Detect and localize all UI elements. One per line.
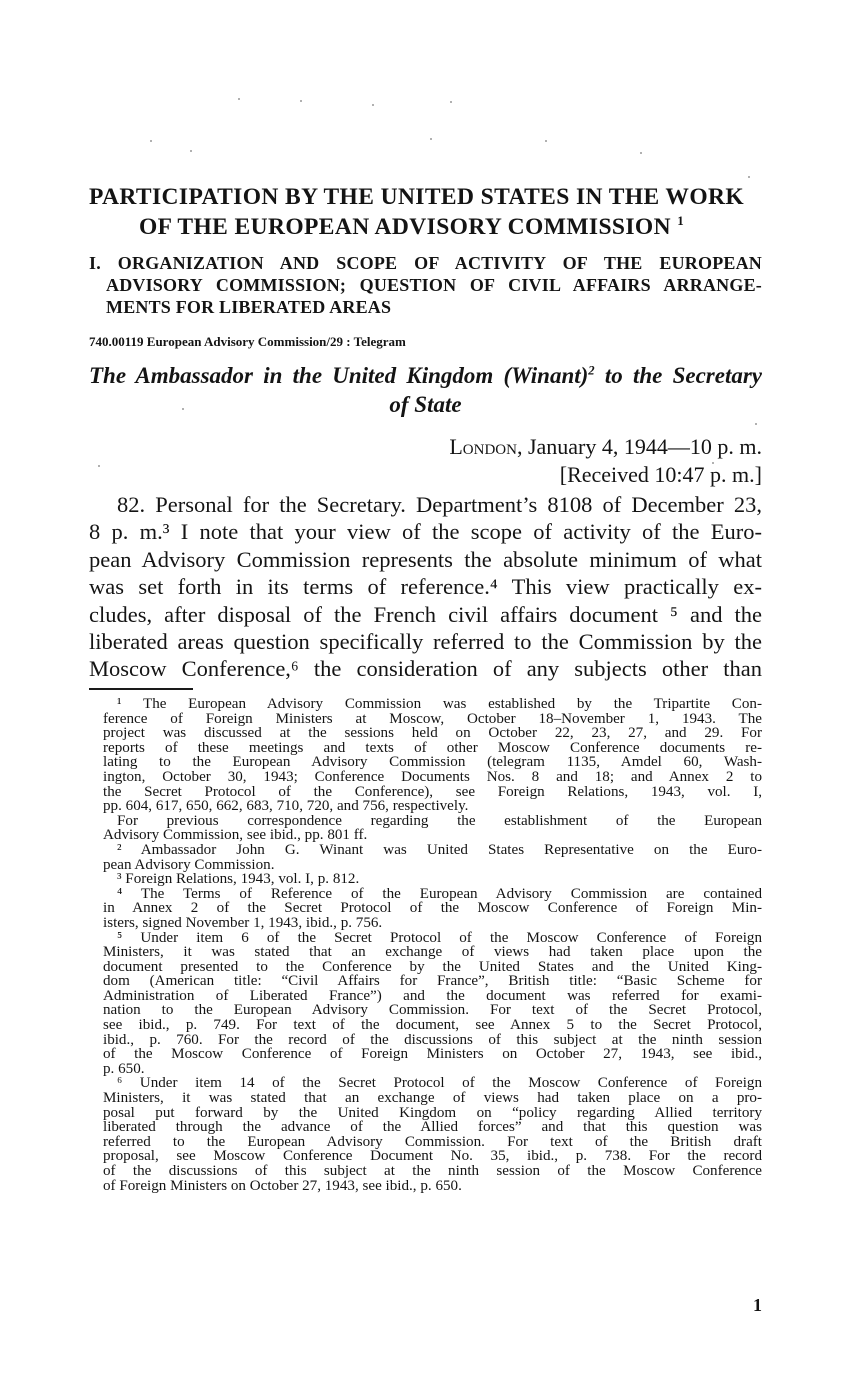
document-page [89,0,762,1379]
footnote-line: Ministers, it was stated that an exchange of views had taken place upon the [103,944,762,961]
footnote-line: ² Ambassador John G. Winant was United States Representative on the Euro- [117,841,762,858]
section-heading-line-1: I. ORGANIZATION AND SCOPE OF ACTIVITY OF THE EUROPEAN [89,253,762,273]
footnote-line: pean Advisory Commission. [103,856,275,873]
section-heading-line-2: ADVISORY COMMISSION; QUESTION OF CIVIL AFFAIRS ARRANGE- [106,275,762,295]
document-title-line-1 [89,361,762,390]
body-line: pean Advisory Commission represents the absolute minimum of what [89,546,762,572]
footnote-line: ference of Foreign Ministers at Moscow, October 18–November 1, 1943. The [103,710,762,727]
dateline-city: London [449,434,517,459]
section-heading [89,252,762,318]
footnote-1 [89,697,762,814]
footnote-line: project was discussed at the sessions held on October 22, 23, 27, and 29. For [103,725,762,742]
footnote-line: ¹ The European Advisory Commission was established by the Tripartite Con- [117,696,762,712]
footnote-5 [89,931,762,1077]
footnote-2 [89,843,762,872]
footnote-rule [89,688,193,690]
dateline-sent [449,433,762,461]
footnote-line: liberated through the advance of the Allied forces” and that this question was [103,1119,762,1136]
telegram-body [89,491,762,683]
footnote-line: of the discussions of this subject at the ninth session of the Moscow Conference [103,1163,762,1179]
file-reference: 740.00119 European Advisory Commission/29 : Telegram [89,334,406,349]
dateline [449,433,762,489]
footnotes [89,697,762,1193]
title-line-2-text: OF THE EUROPEAN ADVISORY COMMISSION [139,214,671,240]
footnote-line: For previous correspondence regarding the establishment of the European [117,812,762,829]
footnote-line: document presented to the Conference by the United States and the United King- [103,958,762,975]
footnote-6 [89,1076,762,1193]
footnote-line: ibid., p. 760. For the record of the discussions of this subject at the ninth session [103,1031,762,1048]
footnote-line: dom (American title: “Civil Affairs for France”, British title: “Basic Scheme for [103,973,762,990]
footnote-line: p. 650. [103,1060,145,1077]
dateline-date: , January 4, 1944—10 p. m. [516,434,762,459]
footnote-line: referred to the European Advisory Commission. For text of the British draft [103,1133,762,1150]
footnote-1-continuation [89,814,762,843]
footnote-line: lating to the European Advisory Commission (telegram 1135, Amdel 60, Wash- [103,754,762,771]
footnote-line: see ibid., p. 749. For text of the document, see Annex 5 to the Secret Protocol, [103,1017,762,1034]
title-footnote-mark: 1 [677,213,685,229]
footnote-line: Administration of Liberated France”) and the document was referred for exami- [103,987,762,1004]
body-line: cludes, after disposal of the French civil affairs document ⁵ and the [89,601,762,627]
footnote-line: nation to the European Advisory Commission. For text of the Secret Protocol, [103,1002,762,1019]
document-title-line-2: of State [389,392,462,417]
document-title-footnote-mark: 2 [588,363,595,378]
footnote-line: of Foreign Ministers on October 27, 1943, see ibid., p. 650. [103,1177,462,1194]
footnote-line: in Annex 2 of the Secret Protocol of the Moscow Conference of Foreign Min- [103,900,762,917]
footnote-line: posal put forward by the United Kingdom on “policy regarding Allied territory [103,1104,762,1121]
body-line: liberated areas question specifically referred to the Commission by the [89,629,762,655]
body-line: Moscow Conference,⁶ the consideration of any subjects other than [89,656,762,682]
document-title-part-1: The Ambassador in the United Kingdom (Winant) [89,363,589,388]
footnote-line: ³ Foreign Relations, 1943, vol. I, p. 812. [117,871,360,888]
footnote-line: proposal, see Moscow Conference Document No. 35, ibid., p. 738. For the record [103,1148,762,1165]
document-title [89,361,762,419]
footnote-line: ⁵ Under item 6 of the Secret Protocol of the Moscow Conference of Foreign [117,929,762,946]
footnote-3 [89,872,762,887]
document-title-part-2: to the Secretary [594,363,762,388]
footnote-line: the Secret Protocol of the Conference), see Foreign Relations, 1943, vol. I, [103,783,762,800]
title-line-2 [89,212,762,242]
title-line-1: PARTICIPATION BY THE UNITED STATES IN THE WORK [89,184,745,210]
body-line: 82. Personal for the Secretary. Department’s 8108 of December 23, [117,492,762,517]
footnote-line: ⁴ The Terms of Reference of the European Advisory Commission are contained [117,885,762,902]
footnote-line: reports of these meetings and texts of other Moscow Conference documents re- [103,739,762,756]
footnote-line: of the Moscow Conference of Foreign Ministers on October 27, 1943, see ibid., [103,1046,762,1063]
page-title [89,182,762,242]
section-heading-line-3: MENTS FOR LIBERATED AREAS [106,297,392,317]
footnote-line: Advisory Commission, see ibid., pp. 801 ff. [103,827,368,844]
body-line: was set forth in its terms of reference.⁴ This view practically ex- [89,574,762,600]
footnote-line: pp. 604, 617, 650, 662, 683, 710, 720, and 756, respectively. [103,798,469,815]
footnote-4 [89,887,762,931]
body-line: 8 p. m.³ I note that your view of the scope of activity of the Euro- [89,519,762,545]
footnote-line: ⁶ Under item 14 of the Secret Protocol of the Moscow Conference of Foreign [117,1075,762,1092]
footnote-line: ington, October 30, 1943; Conference Documents Nos. 8 and 18; and Annex 2 to [103,768,762,785]
footnote-line: isters, signed November 1, 1943, ibid., p. 756. [103,914,383,931]
footnote-line: Ministers, it was stated that an exchange of views had taken place on a pro- [103,1090,762,1107]
page-number: 1 [753,1295,762,1315]
dateline-received: [Received 10:47 p. m.] [559,462,762,487]
